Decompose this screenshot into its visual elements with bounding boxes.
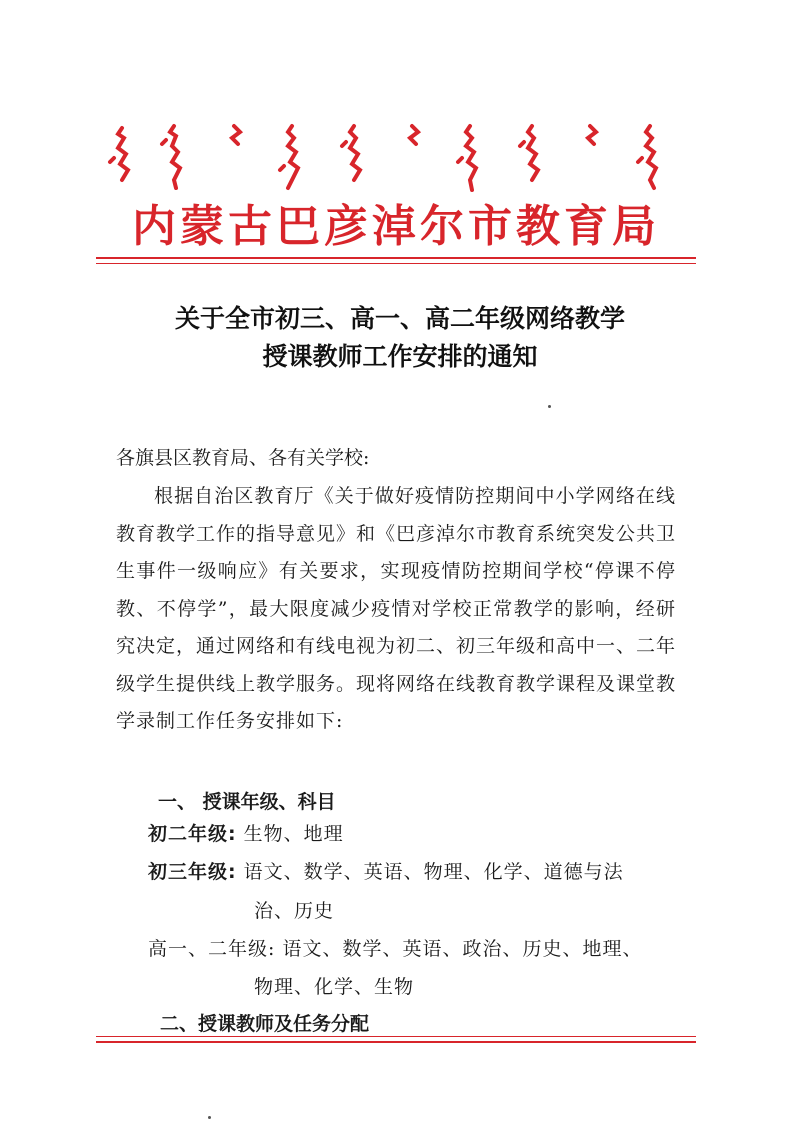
document-title bbox=[100, 300, 700, 376]
scan-speck bbox=[548, 405, 551, 408]
section-2-heading: 二、授课教师及任务分配 bbox=[160, 1013, 370, 1035]
grade-subjects-continued: 治、历史 bbox=[254, 900, 335, 922]
grade-label: 初三年级: bbox=[148, 861, 237, 883]
footer-red-rule bbox=[96, 1041, 696, 1043]
body-paragraph: 根据自治区教育厅《关于做好疫情防控期间中小学网络在线教育教学工作的指导意见》和《巴彦淖尔市教育系统突发公共卫生事件一级响应》有关要求，实现疫情防控期间学校“停课不停教、不停学”，最大限度减少疫情对学校正常教学的影响，经研究决定，通过网络和有线电视为初二、初三年级和高中一、二年级学生提供线上教学服务。现将网络在线教育教学课程及课堂教学录制工作任务安排如下: bbox=[116, 485, 677, 732]
grade-row-senior-1-2-continued bbox=[254, 968, 414, 1006]
section-1-heading: 一、 授课年级、科目 bbox=[158, 791, 336, 813]
grade-label: 高一、二年级: bbox=[148, 938, 276, 960]
body-paragraph-block bbox=[116, 478, 676, 741]
salutation: 各旗县区教育局、各有关学校: bbox=[116, 447, 370, 469]
grade-row-junior-3 bbox=[148, 853, 688, 891]
grade-subjects: 语文、数学、英语、政治、历史、地理、 bbox=[282, 938, 643, 960]
mongolian-script-graphic bbox=[104, 118, 694, 198]
scan-speck bbox=[208, 1116, 211, 1119]
document-title-line-1: 关于全市初三、高一、高二年级网络教学 bbox=[174, 304, 625, 333]
grade-row-junior-3-continued bbox=[254, 892, 334, 930]
mongolian-script-logo bbox=[104, 118, 694, 198]
grade-row-junior-2 bbox=[148, 815, 688, 853]
grade-subjects: 语文、数学、英语、物理、化学、道德与法 bbox=[243, 861, 624, 883]
letterhead-red-rule bbox=[96, 257, 696, 259]
grade-label: 初二年级: bbox=[148, 823, 237, 845]
grade-subjects-continued: 物理、化学、生物 bbox=[254, 976, 415, 998]
grade-subjects: 生物、地理 bbox=[243, 823, 344, 845]
grade-row-senior-1-2 bbox=[148, 930, 688, 968]
footer-red-rule-thin bbox=[96, 1036, 696, 1037]
letterhead-red-rule-thin bbox=[96, 263, 696, 264]
issuing-organization-name: 内蒙古巴彦淖尔市教育局 bbox=[132, 201, 660, 252]
document-title-line-2: 授课教师工作安排的通知 bbox=[262, 342, 538, 371]
